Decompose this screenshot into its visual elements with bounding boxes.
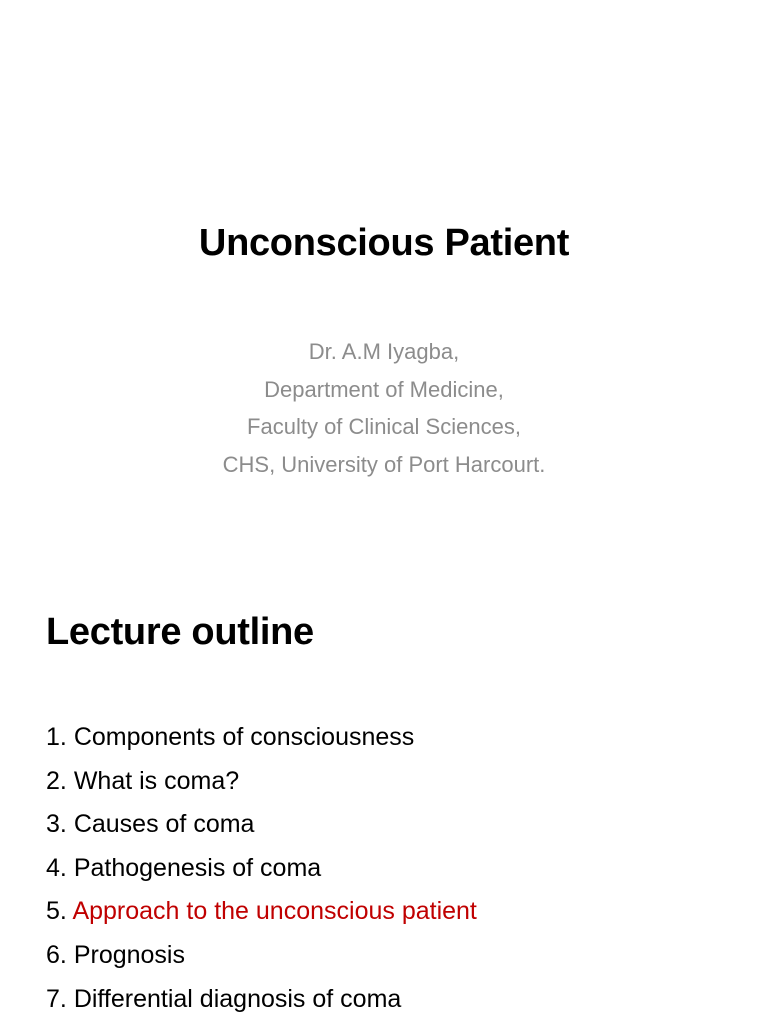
outline-title: Lecture outline: [46, 611, 314, 653]
subtitle-line-author: Dr. A.M Iyagba,: [308, 339, 460, 364]
subtitle-line-faculty: Faculty of Clinical Sciences,: [247, 414, 521, 439]
outline-item-text: Components of consciousness: [73, 723, 415, 751]
subtitle-line-institution: CHS, University of Port Harcourt.: [222, 451, 546, 477]
slide-title: Unconscious Patient: [198, 222, 570, 264]
outline-item-highlighted: [46, 890, 477, 934]
outline-list: [46, 716, 477, 1021]
outline-item-number: 6.: [46, 940, 67, 969]
outline-item-number: 4.: [46, 853, 67, 882]
outline-item: [46, 978, 477, 1022]
outline-item-number: 2.: [46, 766, 67, 795]
outline-item-number: 5.: [46, 897, 67, 926]
outline-item-text: Differential diagnosis of coma: [73, 984, 402, 1013]
outline-item-text: Approach to the unconscious patient: [72, 897, 477, 926]
slide-subtitle: [0, 333, 768, 483]
outline-item-number: 1.: [46, 723, 67, 751]
outline-item: [46, 847, 477, 891]
outline-item: [46, 934, 477, 978]
outline-item: [46, 716, 477, 760]
outline-item-number: 3.: [46, 810, 67, 839]
subtitle-line-department: Department of Medicine,: [264, 376, 504, 402]
outline-item-text: What is coma?: [73, 766, 240, 795]
outline-item-text: Prognosis: [73, 940, 185, 969]
outline-item: [46, 760, 477, 804]
outline-item-number: 7.: [46, 984, 67, 1013]
outline-item-text: Causes of coma: [73, 810, 255, 839]
outline-item-text: Pathogenesis of coma: [73, 853, 322, 882]
outline-slide: [0, 576, 768, 1024]
outline-item: [46, 803, 477, 847]
